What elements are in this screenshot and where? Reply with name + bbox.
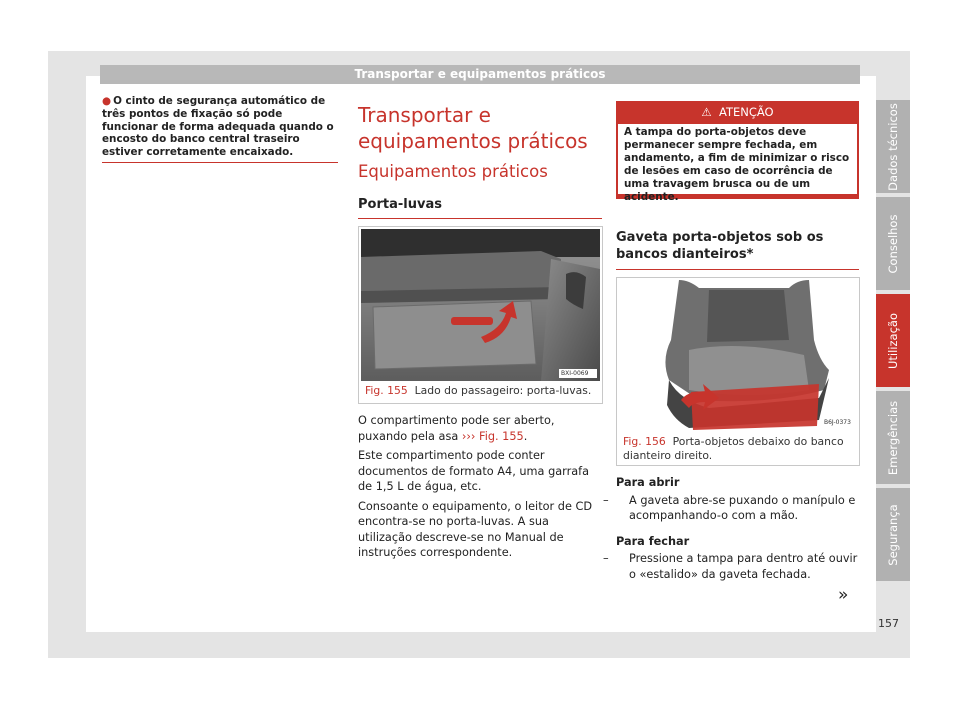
figure-156-caption-text: Porta-objetos debaixo do banco dianteiro direito. xyxy=(623,435,844,462)
close-item-text: Pressione a tampa para dentro até ouvir o «estalido» da gaveta fechada. xyxy=(629,552,858,581)
tab-dados-tecnicos[interactable] xyxy=(876,100,910,193)
tab-utilizacao[interactable] xyxy=(876,294,910,387)
open-heading: Para abrir xyxy=(616,476,680,489)
warning-title: ATENÇÃO xyxy=(719,105,774,119)
seatbelt-note-text: O cinto de segurança automático de três pontos de fixação só pode funcionar de forma adequada quando o encosto do banco central traseiro estiver corretamente encaixado. xyxy=(102,95,334,159)
paragraph-1 xyxy=(358,413,603,444)
warning-header xyxy=(616,101,859,123)
tab-emergencias[interactable] xyxy=(876,391,910,484)
paragraph-1-text: O compartimento pode ser aberto, puxando pela asa xyxy=(358,414,555,443)
tab-label: Utilização xyxy=(886,312,900,369)
glovebox-illustration xyxy=(361,229,600,381)
figure-155-number: Fig. 155 xyxy=(365,384,408,397)
paragraph-2: Este compartimento pode conter documentos de formato A4, uma garrafa de 1,5 L de água, etc. xyxy=(358,449,590,493)
paragraph-1-end: . xyxy=(523,429,528,443)
close-item xyxy=(603,551,859,582)
figure-156 xyxy=(616,277,860,466)
drawer-heading: Gaveta porta-objetos sob os bancos dianteiros* xyxy=(616,229,859,270)
continue-icon: » xyxy=(838,585,849,605)
figure-156-caption xyxy=(623,435,853,462)
figure-155-caption xyxy=(365,384,597,398)
subsection-heading: Porta-luvas xyxy=(358,197,602,219)
warning-text: A tampa do porta-objetos deve permanecer sempre fechada, em andamento, a fim de minimizar o risco de lesões em caso de ocorrência de uma travagem brusca ou de um acidente. xyxy=(617,123,858,195)
tab-label: Emergências xyxy=(886,400,900,475)
chapter-title: Transportar e equipamentos práticos xyxy=(358,103,588,153)
figure-156-code: B6J-0373 xyxy=(824,419,851,426)
warning-box xyxy=(616,101,859,203)
glovebox-body xyxy=(358,413,603,565)
drawer-instructions xyxy=(603,475,859,586)
open-item-text: A gaveta abre-se puxando o manípulo e acompanhando-o com a mão. xyxy=(629,493,856,522)
warning-triangle-icon: ⚠ xyxy=(701,105,712,119)
dash-icon: – xyxy=(603,493,609,507)
figure-155-reference[interactable]: ››› Fig. 155 xyxy=(461,429,524,443)
close-heading: Para fechar xyxy=(616,534,690,548)
paragraph-3: Consoante o equipamento, o leitor de CD encontra-se no porta-luvas. A sua utilização descreve-se no Manual de instruções correspondente. xyxy=(358,499,593,559)
seat-drawer-illustration xyxy=(619,280,857,432)
tab-conselhos[interactable] xyxy=(876,197,910,290)
figure-155-caption-text: Lado do passageiro: porta-luvas. xyxy=(414,384,592,397)
dash-icon: – xyxy=(603,552,609,565)
page-number: 157 xyxy=(878,617,899,630)
running-header: Transportar e equipamentos práticos xyxy=(100,65,860,84)
tab-seguranca[interactable] xyxy=(876,488,910,581)
open-item xyxy=(603,493,859,524)
figure-156-number: Fig. 156 xyxy=(623,435,666,448)
bullet-icon: ● xyxy=(102,95,112,107)
tab-label: Conselhos xyxy=(886,214,900,273)
seatbelt-note xyxy=(102,95,338,163)
tab-label: Dados técnicos xyxy=(886,102,900,191)
figure-155-code: BXI-0069 xyxy=(561,370,589,377)
section-title: Equipamentos práticos xyxy=(358,162,548,181)
tab-label: Segurança xyxy=(886,503,900,566)
figure-155 xyxy=(358,226,603,404)
